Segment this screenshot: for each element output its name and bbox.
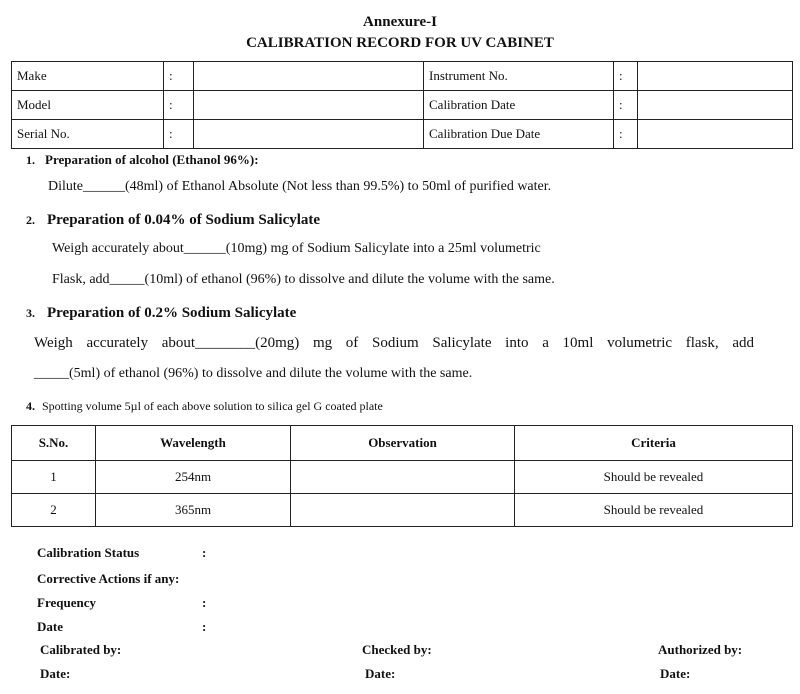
model-label: Model — [12, 91, 164, 120]
make-label: Make — [12, 62, 164, 91]
authorized-date-label: Date: — [660, 666, 691, 681]
step-4 — [26, 399, 383, 414]
date-label: Date — [37, 619, 63, 634]
step-title: Preparation of 0.2% Sodium Salicylate — [47, 305, 297, 321]
wavelength-cell: 365nm — [96, 494, 291, 527]
calibration-status-label: Calibration Status — [37, 545, 140, 560]
calibration-due-date-label: Calibration Due Date — [424, 120, 614, 149]
table-row — [12, 461, 793, 494]
step-title: Preparation of 0.04% of Sodium Salicylate — [47, 212, 321, 228]
corrective-actions-label: Corrective Actions if any: — [37, 571, 180, 586]
table-row — [12, 62, 793, 91]
step-number: 1. — [26, 153, 35, 167]
step-1-text: Dilute______(48ml) of Ethanol Absolute (Not less than 99.5%) to 50ml of purified water. — [48, 179, 552, 194]
criteria-cell: Should be revealed — [515, 494, 793, 527]
step-title: Preparation of alcohol (Ethanol 96%): — [45, 152, 259, 167]
annexure-title: Annexure-I — [363, 14, 437, 30]
criteria-cell: Should be revealed — [515, 461, 793, 494]
observation-table — [11, 425, 793, 527]
step-number: 2. — [26, 213, 35, 227]
step-2-heading — [26, 211, 320, 229]
table-row — [12, 91, 793, 120]
column-header-observation: Observation — [291, 426, 515, 461]
separator: : — [614, 62, 638, 91]
step-3-heading — [26, 304, 296, 322]
separator: : — [164, 91, 194, 120]
separator: : — [202, 545, 207, 560]
table-header-row — [12, 426, 793, 461]
observation-cell[interactable] — [291, 494, 515, 527]
make-field[interactable] — [194, 62, 424, 91]
model-field[interactable] — [194, 91, 424, 120]
step-2-text-line-2: Flask, add_____(10ml) of ethanol (96%) to dissolve and dilute the volume with the same. — [52, 272, 555, 287]
table-row — [12, 120, 793, 149]
separator: : — [614, 91, 638, 120]
sno-cell: 2 — [12, 494, 96, 527]
step-number: 4. — [26, 399, 35, 413]
table-row — [12, 494, 793, 527]
calibration-date-label: Calibration Date — [424, 91, 614, 120]
step-text: Spotting volume 5µl of each above solution to silica gel G coated plate — [42, 399, 383, 413]
instrument-no-label: Instrument No. — [424, 62, 614, 91]
step-number: 3. — [26, 306, 35, 320]
observation-cell[interactable] — [291, 461, 515, 494]
sno-cell: 1 — [12, 461, 96, 494]
column-header-criteria: Criteria — [515, 426, 793, 461]
document-title: CALIBRATION RECORD FOR UV CABINET — [246, 35, 554, 51]
step-2-text-line-1: Weigh accurately about______(10mg) mg of Sodium Salicylate into a 25ml volumetric — [52, 241, 541, 256]
instrument-info-table — [11, 61, 793, 149]
column-header-wavelength: Wavelength — [96, 426, 291, 461]
authorized-by-label: Authorized by: — [658, 642, 743, 657]
frequency-label: Frequency — [37, 595, 96, 610]
column-header-sno: S.No. — [12, 426, 96, 461]
separator: : — [614, 120, 638, 149]
step-1-heading — [26, 151, 259, 169]
calibrated-date-label: Date: — [40, 666, 71, 681]
checked-date-label: Date: — [365, 666, 396, 681]
calibrated-by-label: Calibrated by: — [40, 642, 122, 657]
instrument-no-field[interactable] — [638, 62, 793, 91]
checked-by-label: Checked by: — [362, 642, 432, 657]
calibration-date-field[interactable] — [638, 91, 793, 120]
step-3-text-line-1: Weigh accurately about________(20mg) mg of Sodium Salicylate into a 10ml volumetric flask, add — [34, 335, 754, 351]
separator: : — [164, 120, 194, 149]
step-3-text-line-2: _____(5ml) of ethanol (96%) to dissolve and dilute the volume with the same. — [34, 366, 473, 381]
separator: : — [202, 595, 207, 610]
separator: : — [202, 619, 207, 634]
separator: : — [164, 62, 194, 91]
serial-no-label: Serial No. — [12, 120, 164, 149]
serial-no-field[interactable] — [194, 120, 424, 149]
wavelength-cell: 254nm — [96, 461, 291, 494]
calibration-due-date-field[interactable] — [638, 120, 793, 149]
